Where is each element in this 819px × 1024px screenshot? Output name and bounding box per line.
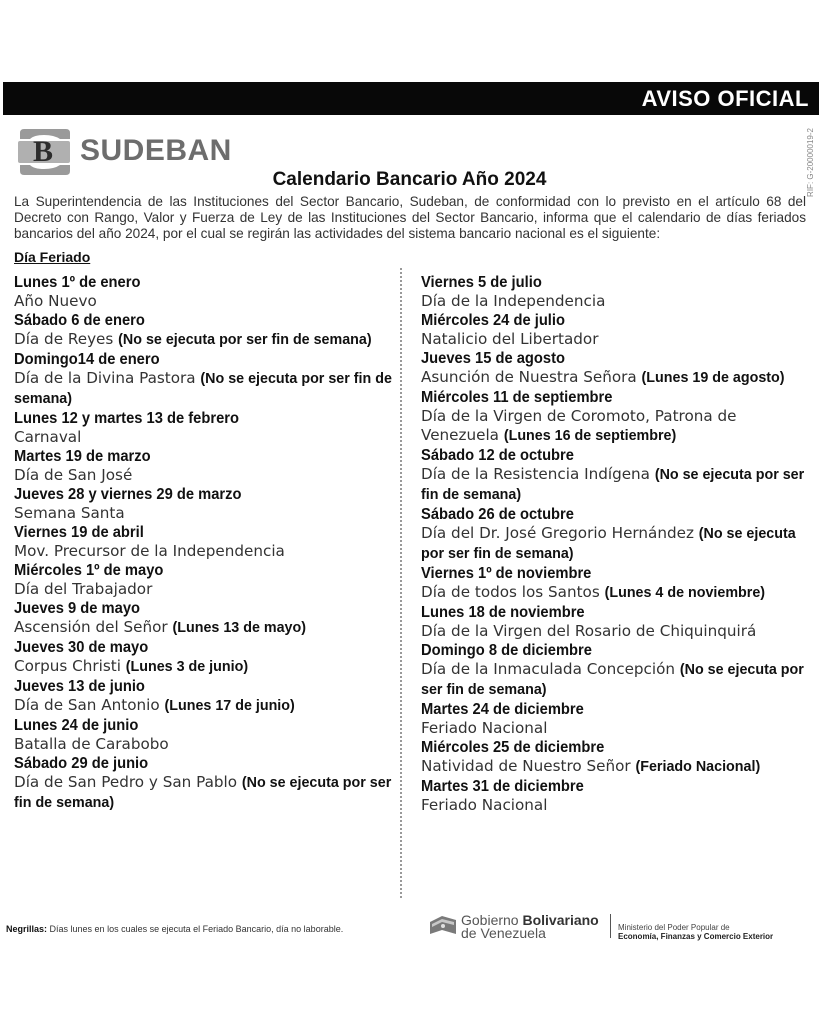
holiday-date: Miércoles 25 de diciembre (421, 739, 605, 756)
holiday-date: Viernes 5 de julio (421, 274, 542, 291)
holiday-date: Sábado 6 de enero (14, 312, 145, 329)
holiday-description (421, 583, 813, 603)
holiday-description (421, 465, 813, 505)
side-code: RIF: G-20000019-2 (806, 128, 815, 197)
holiday-name: Corpus Christi (14, 657, 121, 675)
holiday-entry (14, 485, 394, 523)
holiday-description (14, 466, 394, 485)
holiday-date: Domingo14 de enero (14, 351, 160, 368)
gov-name-line2: de Venezuela (461, 925, 546, 941)
footnote (6, 924, 343, 934)
holiday-name: Día del Dr. José Gregorio Hernández (421, 524, 694, 542)
holiday-note: (Lunes 19 de agosto) (641, 370, 785, 386)
holiday-name: Día de la Virgen del Rosario de Chiquinquirá (421, 622, 757, 640)
holiday-description (14, 773, 394, 813)
holiday-description (421, 719, 813, 738)
holiday-name: Día de San Pedro y San Pablo (14, 773, 238, 791)
holiday-note: (Feriado Nacional) (635, 759, 761, 775)
holiday-date: Martes 19 de marzo (14, 448, 151, 465)
holiday-entry (421, 603, 813, 641)
holiday-name: Día de Reyes (14, 330, 114, 348)
holiday-name: Feriado Nacional (421, 796, 548, 814)
holiday-date: Jueves 15 de agosto (421, 350, 565, 367)
gov-separator (610, 914, 611, 938)
holiday-description (14, 292, 394, 311)
holiday-entry (421, 273, 813, 311)
holiday-note: (Lunes 13 de mayo) (172, 620, 306, 636)
logo-letter: B (32, 135, 54, 168)
aviso-oficial-banner (3, 82, 819, 115)
holiday-description (421, 368, 813, 388)
holiday-date: Sábado 26 de octubre (421, 506, 574, 523)
holiday-note: (Lunes 4 de noviembre) (604, 585, 766, 601)
holiday-entry (421, 349, 813, 388)
banner-text: AVISO OFICIAL (641, 86, 809, 111)
holiday-description (14, 369, 394, 409)
holiday-entry (421, 777, 813, 815)
holiday-entry (14, 273, 394, 311)
ministry-line1: Ministerio del Poder Popular de (618, 923, 730, 932)
holiday-description (421, 622, 813, 641)
holiday-description (14, 657, 394, 677)
holiday-date: Miércoles 24 de julio (421, 312, 565, 329)
holiday-name: Mov. Precursor de la Independencia (14, 542, 285, 560)
holiday-description (421, 757, 813, 777)
holiday-note: (No se ejecuta por ser fin de semana) (14, 775, 392, 811)
holiday-date: Martes 24 de diciembre (421, 701, 584, 718)
holiday-date: Jueves 30 de mayo (14, 639, 149, 656)
footnote-label: Negrillas: (6, 924, 48, 934)
ministry-line2: Economía, Finanzas y Comercio Exterior (618, 932, 774, 941)
holiday-name: Semana Santa (14, 504, 125, 522)
holiday-entry (421, 388, 813, 446)
holiday-name: Día del Trabajador (14, 580, 153, 598)
holiday-note: (Lunes 16 de septiembre) (503, 428, 677, 444)
holiday-name: Carnaval (14, 428, 82, 446)
holiday-date: Sábado 29 de junio (14, 755, 149, 772)
gobierno-bolivariano-icon (428, 912, 458, 938)
holiday-date: Jueves 9 de mayo (14, 600, 141, 617)
holiday-entry (14, 561, 394, 599)
holiday-note: (Lunes 17 de junio) (164, 698, 295, 714)
holiday-description (14, 618, 394, 638)
holiday-entry (14, 716, 394, 754)
holiday-description (421, 796, 813, 815)
holiday-description (421, 330, 813, 349)
holiday-date: Lunes 24 de junio (14, 717, 139, 734)
holiday-entry (14, 447, 394, 485)
holiday-entry (14, 409, 394, 447)
holiday-note: (No se ejecuta por ser fin de semana) (421, 662, 804, 698)
section-subheading: Día Feriado (14, 249, 91, 265)
holiday-entry (421, 700, 813, 738)
holiday-name: Día de la Independencia (421, 292, 606, 310)
holiday-note: (No se ejecuta por ser fin de semana) (421, 467, 805, 503)
holiday-date: Lunes 1º de enero (14, 274, 141, 291)
holiday-name: Día de San Antonio (14, 696, 160, 714)
holiday-name: Día de la Divina Pastora (14, 369, 196, 387)
holiday-date: Domingo 8 de diciembre (421, 642, 592, 659)
holiday-description (14, 428, 394, 447)
holiday-entry (14, 350, 394, 409)
holiday-note: (No se ejecuta por ser fin de semana) (421, 526, 796, 562)
holiday-entry (421, 311, 813, 349)
holiday-description (14, 504, 394, 523)
holiday-description (14, 542, 394, 561)
holiday-name: Día de la Inmaculada Concepción (421, 660, 676, 678)
intro-paragraph: La Superintendencia de las Instituciones del Sector Bancario, Sudeban, de conformidad con lo previsto en el artículo 68 del Decreto con Rango, Valor y Fuerza de Ley de las Instituciones del Sector Bancario, informa que el calendario de días feriados bancarios del año 2024, por el cual se regirán las actividades del sistema bancario nacional es el siguiente: (14, 194, 806, 241)
holiday-date: Martes 31 de diciembre (421, 778, 584, 795)
holiday-name: Natalicio del Libertador (421, 330, 599, 348)
holiday-name: Año Nuevo (14, 292, 97, 310)
gov-name-part: Gobierno (461, 912, 523, 928)
footnote-text: Días lunes en los cuales se ejecuta el Feriado Bancario, día no laborable. (49, 924, 344, 934)
holiday-date: Miércoles 1º de mayo (14, 562, 164, 579)
holiday-description (421, 292, 813, 311)
holiday-name: Día de la Virgen de Coromoto, Patrona de Venezuela (421, 407, 737, 444)
gov-name (461, 914, 599, 940)
holiday-entry (14, 638, 394, 677)
holiday-name: Natividad de Nuestro Señor (421, 757, 631, 775)
holiday-entry (421, 446, 813, 505)
gov-name-bold: Bolivariano (522, 912, 599, 928)
holiday-date: Miércoles 11 de septiembre (421, 389, 613, 406)
holiday-entry (14, 754, 394, 813)
holiday-entry (14, 311, 394, 350)
holiday-date: Jueves 28 y viernes 29 de marzo (14, 486, 242, 503)
holiday-description (421, 660, 813, 700)
holiday-name: Día de la Resistencia Indígena (421, 465, 650, 483)
holiday-list-left (14, 273, 394, 813)
holiday-name: Asunción de Nuestra Señora (421, 368, 637, 386)
page-title: Calendario Bancario Año 2024 (272, 169, 547, 190)
holiday-note: (No se ejecuta por ser fin de semana) (118, 332, 372, 348)
holiday-date: Sábado 12 de octubre (421, 447, 574, 464)
holiday-name: Feriado Nacional (421, 719, 548, 737)
holiday-entry (421, 641, 813, 700)
holiday-description (14, 696, 394, 716)
holiday-date: Viernes 19 de abril (14, 524, 144, 541)
holiday-description (14, 735, 394, 754)
ministry-name (618, 923, 773, 941)
holiday-date: Viernes 1º de noviembre (421, 565, 592, 582)
holiday-entry (14, 677, 394, 716)
column-divider (400, 268, 402, 898)
holiday-name: Batalla de Carabobo (14, 735, 169, 753)
holiday-date: Lunes 18 de noviembre (421, 604, 585, 621)
holiday-entry (14, 523, 394, 561)
holiday-list-right (421, 273, 813, 815)
holiday-description (14, 580, 394, 599)
holiday-entry (14, 599, 394, 638)
holiday-date: Jueves 13 de junio (14, 678, 145, 695)
holiday-entry (421, 738, 813, 777)
holiday-entry (421, 505, 813, 564)
holiday-description (421, 407, 813, 446)
holiday-entry (421, 564, 813, 603)
holiday-name: Día de todos los Santos (421, 583, 600, 601)
holiday-note: (No se ejecuta por ser fin de semana) (14, 371, 392, 407)
holiday-name: Día de San José (14, 466, 133, 484)
holiday-description (421, 524, 813, 564)
holiday-description (14, 330, 394, 350)
government-logo (428, 910, 808, 942)
sudeban-logo-text: SUDEBAN (80, 134, 232, 167)
holiday-date: Lunes 12 y martes 13 de febrero (14, 410, 239, 427)
holiday-note: (Lunes 3 de junio) (125, 659, 249, 675)
holiday-name: Ascensión del Señor (14, 618, 168, 636)
